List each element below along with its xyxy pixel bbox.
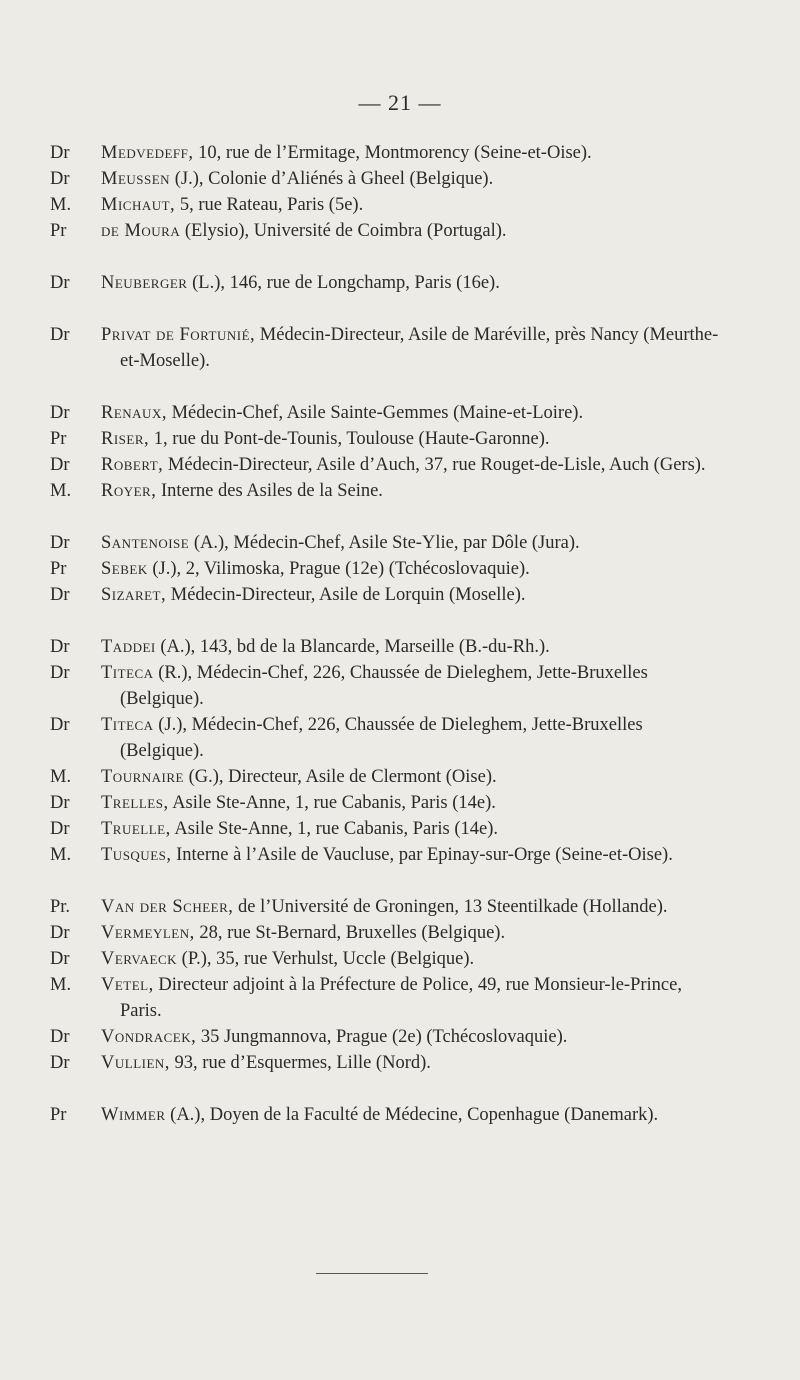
member-title: Dr: [50, 455, 70, 475]
member-name: Wimmer: [101, 1105, 166, 1125]
member-entry: [0, 270, 800, 296]
member-entry: [0, 842, 800, 868]
member-title: M.: [50, 845, 72, 865]
member-details: 1, rue du Pont-de-Tounis, Toulouse (Haute-Garonne).: [149, 429, 550, 449]
member-entry: [0, 660, 800, 712]
member-entry: [0, 946, 800, 972]
member-title: Dr: [50, 325, 70, 345]
member-title: Pr: [50, 429, 67, 449]
member-details: Médecin-Directeur, Asile d’Auch, 37, rue Rouget-de-Lisle, Auch (Gers).: [163, 455, 706, 475]
member-title: M.: [50, 975, 72, 995]
member-title: Dr: [50, 923, 70, 943]
member-details: Médecin-Directeur, Asile de Maréville, près Nancy (Meurthe-et-Moselle).: [120, 325, 719, 371]
member-details: (A.), 143, bd de la Blancarde, Marseille (B.-du-Rh.).: [155, 637, 550, 657]
member-entry: [0, 1024, 800, 1050]
member-title: Dr: [50, 533, 70, 553]
member-details: Interne des Asiles de la Seine.: [156, 481, 383, 501]
member-entry: [0, 634, 800, 660]
member-name: Vondracek,: [101, 1027, 197, 1047]
member-entry: [0, 816, 800, 842]
member-title: Pr.: [50, 897, 71, 917]
member-name: Neuberger: [101, 273, 188, 293]
member-entry: [0, 920, 800, 946]
member-group: [0, 322, 800, 374]
member-name: Robert,: [101, 455, 164, 475]
member-title: Dr: [50, 637, 70, 657]
member-details: (A.), Médecin-Chef, Asile Ste-Ylie, par Dôle (Jura).: [189, 533, 580, 553]
member-name: Medvedeff,: [101, 143, 194, 163]
member-details: 93, rue d’Esquermes, Lille (Nord).: [169, 1053, 431, 1073]
member-name: Sebek: [101, 559, 148, 579]
member-entry: [0, 322, 800, 374]
member-details: Médecin-Chef, Asile Sainte-Gemmes (Maine-et-Loire).: [166, 403, 584, 423]
member-entry: [0, 426, 800, 452]
member-title: Pr: [50, 559, 67, 579]
member-name: Privat de Fortunié,: [101, 325, 256, 345]
member-details: (G.), Directeur, Asile de Clermont (Oise).: [183, 767, 497, 787]
member-entry: [0, 1050, 800, 1076]
member-entry: [0, 140, 800, 166]
member-details: (R.), Médecin-Chef, 226, Chaussée de Dieleghem, Jette-Bruxelles (Belgique).: [120, 663, 648, 709]
member-name: Vervaeck: [101, 949, 178, 969]
member-group: [0, 894, 800, 1076]
member-name: Truelle,: [101, 819, 171, 839]
member-entry: [0, 1102, 800, 1128]
member-entry: [0, 790, 800, 816]
member-title: Dr: [50, 1027, 70, 1047]
member-name: Trelles,: [101, 793, 169, 813]
member-group: [0, 140, 800, 244]
member-title: M.: [50, 195, 72, 215]
member-group: [0, 1102, 800, 1128]
member-details: (J.), 2, Vilimoska, Prague (12e) (Tchécoslovaquie).: [147, 559, 530, 579]
member-name: Michaut,: [101, 195, 176, 215]
member-title: Pr: [50, 221, 67, 241]
member-list: [0, 140, 800, 1154]
member-entry: [0, 400, 800, 426]
member-title: Dr: [50, 949, 70, 969]
member-name: Renaux,: [101, 403, 167, 423]
member-title: M.: [50, 481, 72, 501]
member-title: Dr: [50, 143, 70, 163]
member-entry: [0, 712, 800, 764]
member-title: Dr: [50, 169, 70, 189]
member-entry: [0, 166, 800, 192]
member-details: (Elysio), Université de Coimbra (Portugal).: [180, 221, 507, 241]
member-details: Asile Ste-Anne, 1, rue Cabanis, Paris (14e).: [170, 819, 499, 839]
member-title: Dr: [50, 819, 70, 839]
member-details: Directeur adjoint à la Préfecture de Police, 49, rue Monsieur-le-Prince, Paris.: [120, 975, 682, 1021]
member-name: Titeca: [101, 663, 154, 683]
member-name: Tournaire: [101, 767, 184, 787]
member-name: Vermeylen,: [101, 923, 195, 943]
member-title: Dr: [50, 715, 70, 735]
member-entry: [0, 556, 800, 582]
member-group: [0, 400, 800, 504]
member-entry: [0, 894, 800, 920]
member-title: Dr: [50, 585, 70, 605]
member-title: Dr: [50, 403, 70, 423]
member-name: Taddei: [101, 637, 156, 657]
end-rule: [316, 1273, 428, 1274]
member-entry: [0, 764, 800, 790]
member-entry: [0, 972, 800, 1024]
member-details: 28, rue St-Bernard, Bruxelles (Belgique).: [194, 923, 506, 943]
member-details: (J.), Médecin-Chef, 226, Chaussée de Dieleghem, Jette-Bruxelles (Belgique).: [120, 715, 643, 761]
member-group: [0, 530, 800, 608]
member-title: Dr: [50, 1053, 70, 1073]
member-group: [0, 270, 800, 296]
member-details: Médecin-Directeur, Asile de Lorquin (Moselle).: [166, 585, 526, 605]
member-name: Titeca: [101, 715, 154, 735]
member-group: [0, 634, 800, 868]
member-title: Pr: [50, 1105, 67, 1125]
member-title: Dr: [50, 273, 70, 293]
page-number: — 21 —: [358, 90, 442, 115]
member-entry: [0, 218, 800, 244]
member-name: Tusques,: [101, 845, 172, 865]
member-title: Dr: [50, 793, 70, 813]
member-name: de Moura: [101, 221, 181, 241]
member-name: Riser,: [101, 429, 150, 449]
member-details: 35 Jungmannova, Prague (2e) (Tchécoslovaquie).: [196, 1027, 568, 1047]
member-name: Vullien,: [101, 1053, 170, 1073]
member-details: Asile Ste-Anne, 1, rue Cabanis, Paris (14e).: [168, 793, 496, 813]
member-details: (P.), 35, rue Verhulst, Uccle (Belgique).: [177, 949, 475, 969]
member-details: 10, rue de l’Ermitage, Montmorency (Seine-et-Oise).: [193, 143, 592, 163]
member-name: Royer,: [101, 481, 157, 501]
member-entry: [0, 478, 800, 504]
member-details: (A.), Doyen de la Faculté de Médecine, Copenhague (Danemark).: [165, 1105, 659, 1125]
member-name: Meussen: [101, 169, 171, 189]
member-details: 5, rue Rateau, Paris (5e).: [175, 195, 364, 215]
member-entry: [0, 192, 800, 218]
member-entry: [0, 582, 800, 608]
member-name: Sizaret,: [101, 585, 167, 605]
member-title: Dr: [50, 663, 70, 683]
member-title: M.: [50, 767, 72, 787]
member-entry: [0, 452, 800, 478]
member-entry: [0, 530, 800, 556]
member-details: de l’Université de Groningen, 13 Steentilkade (Hollande).: [233, 897, 668, 917]
member-details: (J.), Colonie d’Aliénés à Gheel (Belgique).: [170, 169, 494, 189]
member-name: Vetel,: [101, 975, 154, 995]
member-details: Interne à l’Asile de Vaucluse, par Epinay-sur-Orge (Seine-et-Oise).: [171, 845, 673, 865]
member-name: Van der Scheer,: [101, 897, 234, 917]
member-details: (L.), 146, rue de Longchamp, Paris (16e).: [187, 273, 500, 293]
member-name: Santenoise: [101, 533, 190, 553]
